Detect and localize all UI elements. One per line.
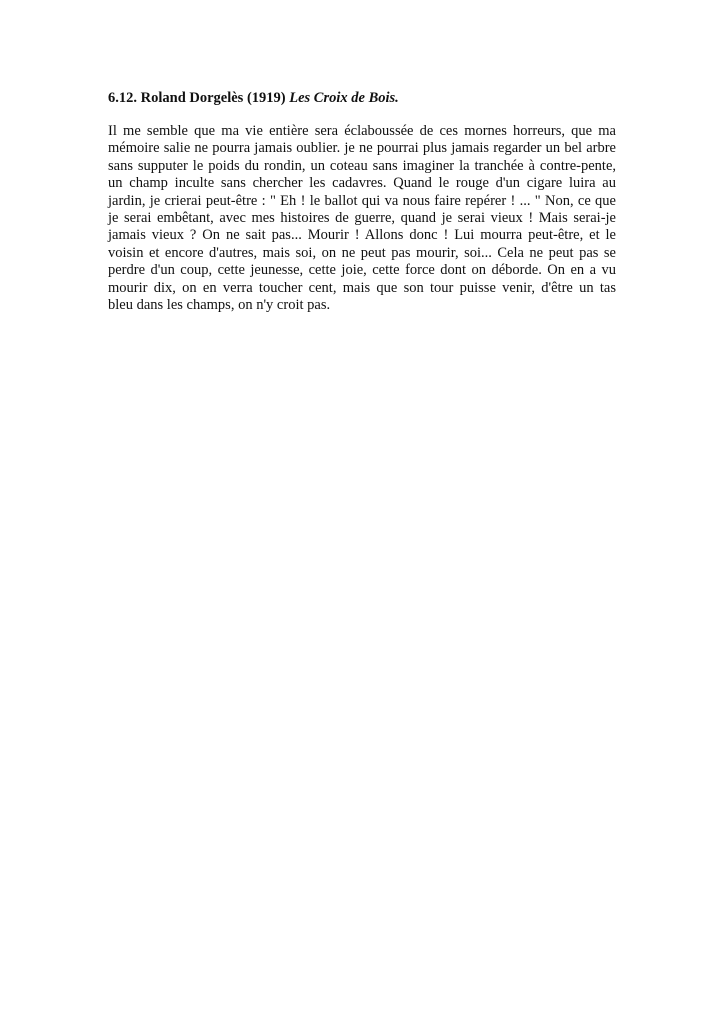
- document-content: [108, 89, 616, 314]
- paragraph-line: Il me semble que ma vie entière sera éclaboussée de ces mornes horreurs, que ma: [108, 123, 616, 139]
- paragraph-line: voisin et encore d'autres, mais soi, on ne peut pas mourir, soi... Cela ne peut pas se: [108, 244, 616, 261]
- heading-author-date: 6.12. Roland Dorgelès (1919): [108, 90, 290, 106]
- section-heading: [108, 89, 616, 107]
- paragraph-line: perdre d'un coup, cette jeunesse, cette joie, cette force dont on déborde. On en a vu: [108, 262, 616, 279]
- paragraph-line: mémoire salie ne pourra jamais oublier. je ne pourrai plus jamais regarder un bel arbre: [108, 140, 616, 157]
- paragraph-line: mourir dix, on en verra toucher cent, mais que son tour puisse venir, d'être un tas: [108, 279, 616, 296]
- quote-paragraph: [108, 123, 616, 314]
- heading-book-title: Les Croix de Bois.: [289, 90, 399, 106]
- paragraph-line: sans supputer le poids du rondin, un coteau sans imaginer la tranchée à contre-pente,: [108, 157, 616, 174]
- paragraph-line: un champ inculte sans chercher les cadavres. Quand le rouge d'un cigare luira au: [108, 175, 616, 192]
- paragraph-line-last: bleu dans les champs, on n'y croit pas.: [108, 297, 331, 314]
- paragraph-line: jamais vieux ? On ne sait pas... Mourir ! Allons donc ! Lui mourra peut-être, et le: [108, 227, 616, 244]
- paragraph-line: jardin, je crierai peut-être : " Eh ! le ballot qui va nous faire repérer ! ... " Non, ce que: [108, 192, 616, 209]
- paragraph-line: je serai embêtant, avec mes histoires de guerre, quand je serai vieux ! Mais serai-je: [108, 210, 616, 227]
